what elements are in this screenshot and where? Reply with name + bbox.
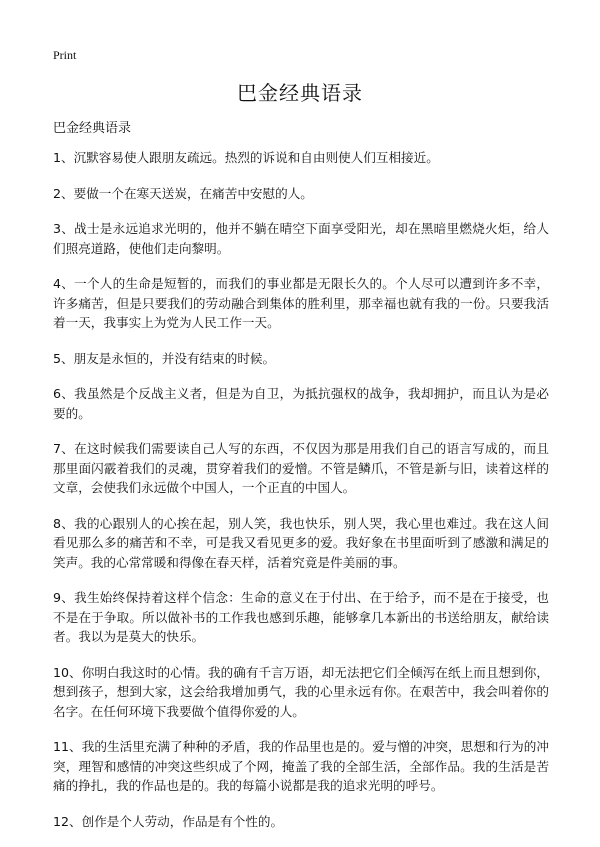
quote-item-1: 1、沉默容易使人跟朋友疏远。热烈的诉说和自由则使人们互相接近。 (53, 150, 439, 165)
quote-item-3: 3、战士是永远追求光明的，他并不躺在晴空下面享受阳光，却在黑暗里燃烧火炬，给人们照亮道路，使他们走向黎明。 (53, 221, 549, 256)
quote-item-9: 9、我生始终保持着这样个信念：生命的意义在于付出、在于给予，而不是在于接受，也不是在于争取。所以做补书的工作我也感到乐趣，能够拿几本新出的书送给朋友，献给读者。我以为是莫大的快乐。 (53, 590, 549, 644)
quote-item-6: 6、我虽然是个反战主义者，但是为自卫，为抵抗强权的战争，我却拥护，而且认为是必要的。 (53, 386, 549, 421)
quote-list (53, 148, 549, 847)
quote-item-7: 7、在这时候我们需要读自己人写的东西，不仅因为那是用我们自己的语言写成的，而且那里面闪霰着我们的灵魂，贯穿着我们的爱憎。不管是鳞爪，不管是新与旧，读着这样的文章，会使我们永远做个中国人，一个正直的中国人。 (53, 441, 549, 495)
document-subtitle: 巴金经典语录 (53, 121, 132, 136)
quote-item-12: 12、创作是个人劳动，作品是有个性的。 (53, 813, 284, 829)
print-link[interactable]: Print (53, 48, 77, 62)
quote-item-10: 10、你明白我这时的心情。我的确有千言万语，却无法把它们全倾泻在纸上而且想到你，想到孩子，想到大家，这会给我增加勇气，我的心里永远有你。在艰苦中，我会叫着你的名字。在任何环境下我要做个值得你爱的人。 (53, 664, 549, 719)
document-title: 巴金经典语录 (237, 81, 363, 105)
quote-item-4: 4、一个人的生命是短暂的，而我们的事业都是无限长久的。个人尽可以遭到许多不幸，许多痛苦，但是只要我们的劳动融合到集体的胜利里，那幸福也就有我的一份。只要我活着一天，我事实上为党为人民工作一天。 (53, 276, 549, 330)
quote-item-11: 11、我的生活里充满了种种的矛盾，我的作品里也是的。爱与憎的冲突，思想和行为的冲突，理智和感情的冲突这些织成了个网，掩盖了我的全部生活，全部作品。我的生活是苦痛的挣扎，我的作品也是的。我的每篇小说都是我的追求光明的呼号。 (53, 739, 549, 793)
quote-item-5: 5、朋友是永恒的，并没有结束的时候。 (53, 350, 276, 366)
quote-item-2: 2、要做一个在寒天送炭，在痛苦中安慰的人。 (53, 185, 313, 201)
quote-item-8: 8、我的心跟别人的心挨在起，别人笑，我也快乐，别人哭，我心里也难过。我在这人间看见那么多的痛苦和不幸，可是我又看见更多的爱。我好象在书里面听到了感激和满足的笑声。我的心常常暖和得像在春天样，活着究竟是件美丽的事。 (53, 515, 549, 570)
